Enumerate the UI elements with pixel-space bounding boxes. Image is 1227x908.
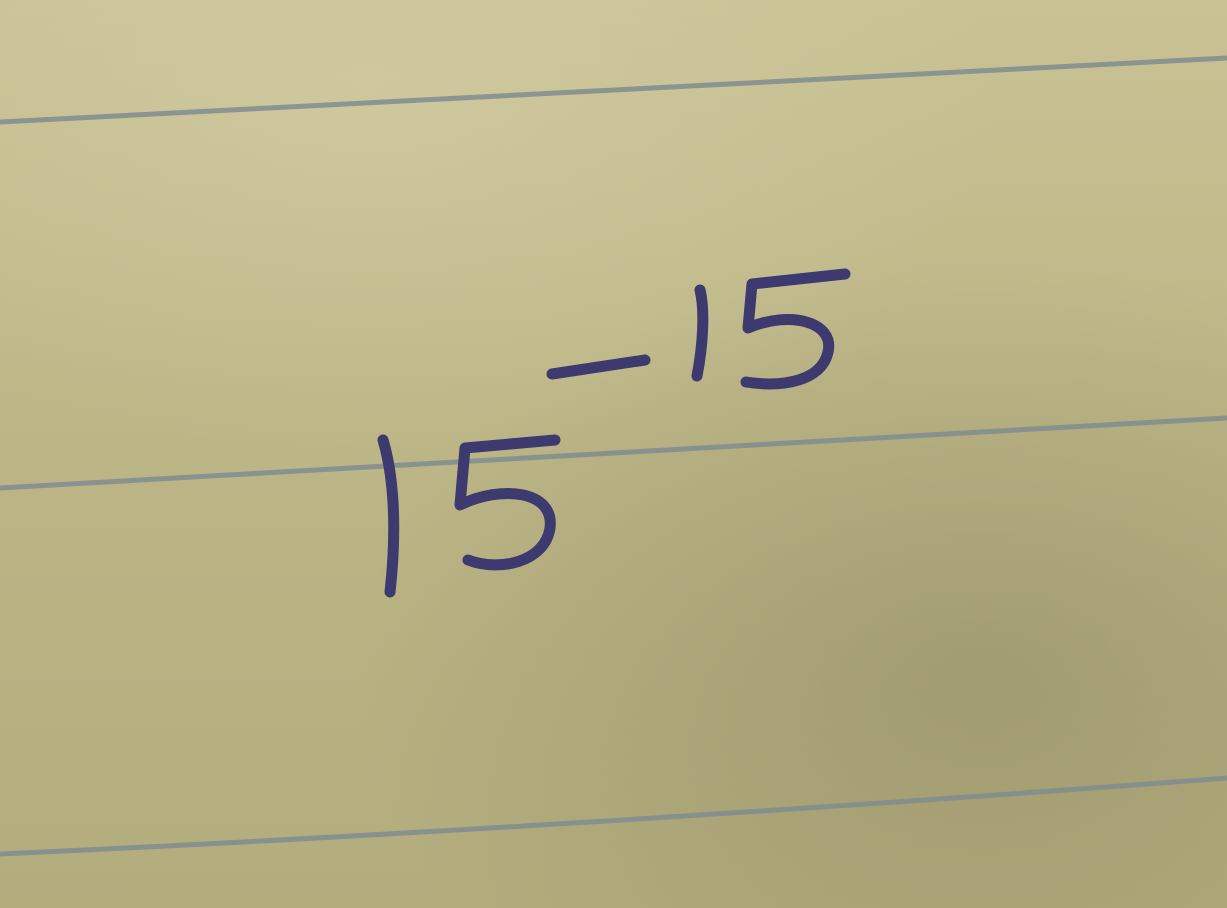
minus-sign xyxy=(552,360,645,374)
exponent-handwriting xyxy=(552,274,845,384)
digit-five xyxy=(746,274,845,384)
digit-five xyxy=(460,440,555,565)
base-handwriting xyxy=(383,440,555,592)
digit-one xyxy=(383,440,394,592)
digit-one xyxy=(697,290,703,376)
